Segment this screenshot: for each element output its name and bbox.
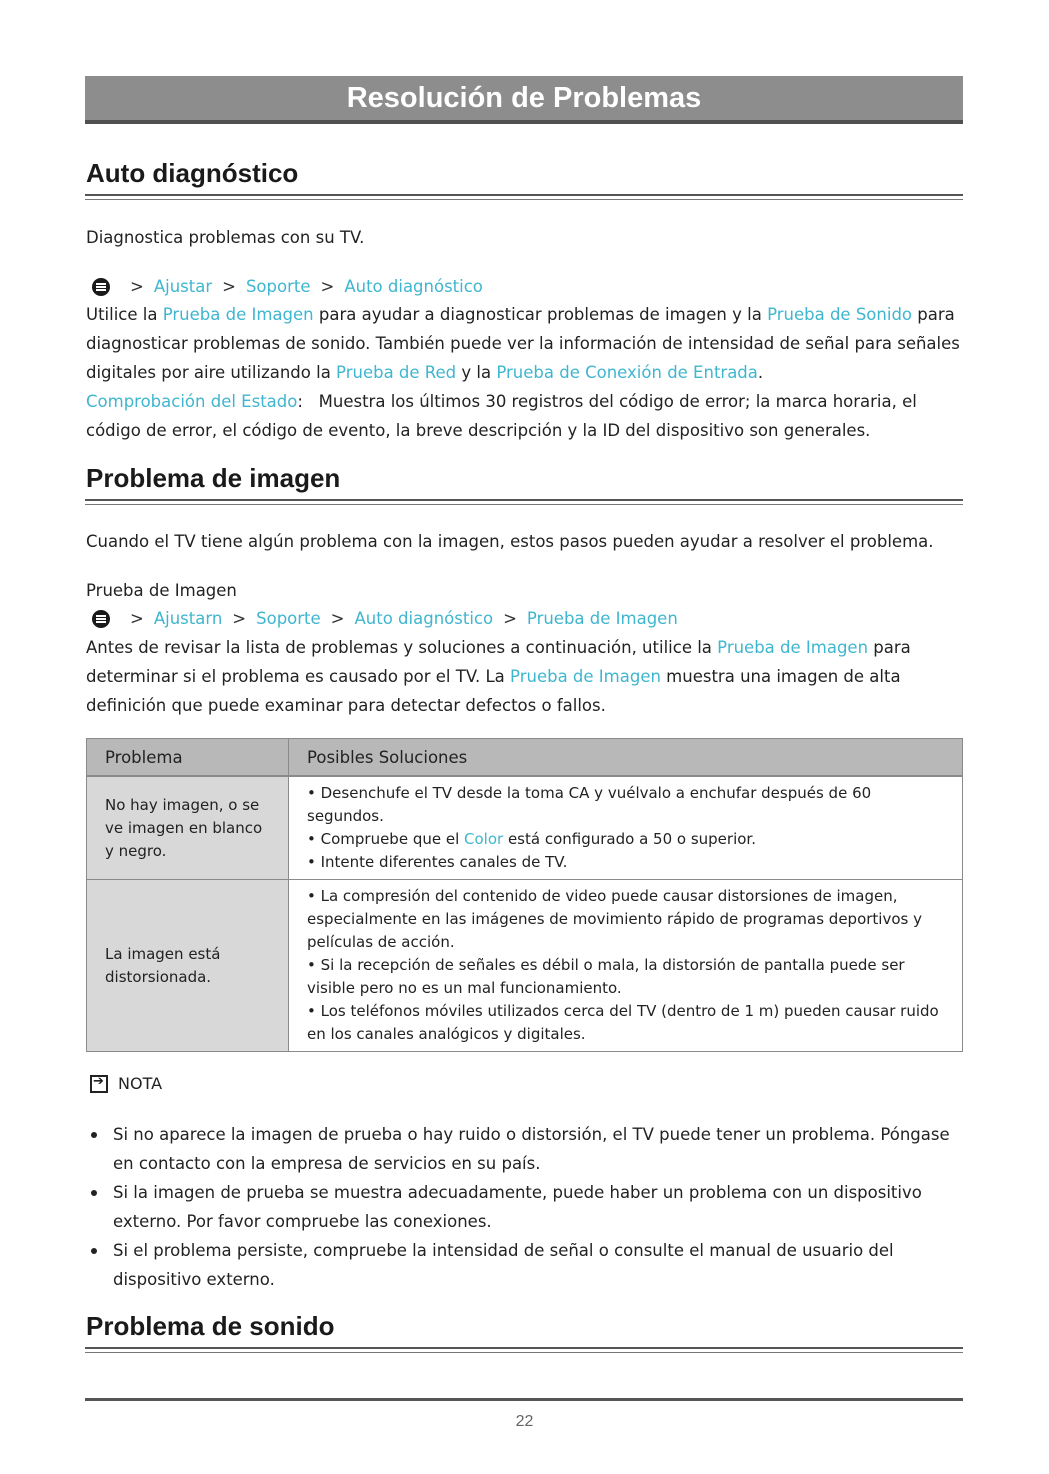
link-prueba-imagen[interactable]: Prueba de Imagen — [510, 667, 661, 686]
page-title: Resolución de Problemas — [85, 76, 963, 124]
menu-path-auto: > Ajustar > Soporte > Auto diagnóstico — [86, 272, 966, 301]
list-item: Si el problema persiste, compruebe la intensidad de señal o consulte el manual de usuario del dispositivo externo. — [86, 1236, 966, 1294]
section-rule — [85, 499, 963, 501]
path-item[interactable]: Ajustar — [153, 277, 213, 296]
section-heading-auto: Auto diagnóstico — [86, 158, 299, 188]
link-comprobacion-estado[interactable]: Comprobación del Estado — [86, 392, 298, 411]
path-item[interactable]: Auto diagnóstico — [354, 609, 494, 628]
imagen-subheading: Prueba de Imagen — [86, 581, 237, 600]
problems-table — [86, 738, 963, 1052]
link-prueba-imagen[interactable]: Prueba de Imagen — [162, 305, 314, 324]
list-item: Si la imagen de prueba se muestra adecuadamente, puede haber un problema con un dispositivo externo. Por favor compruebe las conexiones. — [86, 1178, 966, 1236]
auto-intro: Diagnostica problemas con su TV. — [86, 228, 365, 247]
estado-paragraph: Comprobación del Estado: Muestra los últimos 30 registros del código de error; la marca horaria, el código de error, el código de evento, la breve descripción y la ID del dispositivo son generales. — [86, 392, 917, 440]
auto-paragraph: Utilice la Prueba de Imagen para ayudar a diagnosticar problemas de imagen y la Prueba de Sonido para diagnosticar problemas de sonido. También puede ver la información de intensidad de señal para señales digitales por aire utilizando la Prueba de Red y la Prueba de Conexión de Entrada. — [86, 305, 960, 382]
path-item[interactable]: Soporte — [256, 609, 321, 628]
note-icon — [90, 1075, 108, 1093]
page-number: 22 — [515, 1413, 534, 1430]
link-prueba-conexion[interactable]: Prueba de Conexión de Entrada — [496, 363, 758, 382]
table-row — [87, 880, 963, 1052]
path-item[interactable]: Auto diagnóstico — [344, 277, 483, 296]
problem-cell: La imagen está distorsionada. — [87, 880, 289, 1052]
notes-list — [86, 1120, 966, 1294]
solution-cell: • Desenchufe el TV desde la toma CA y vuélvalo a enchufar después de 60 segundos. • Compruebe que el Color está configurado a 50 o superior. • Intente diferentes canales de TV. — [289, 776, 963, 880]
menu-icon — [92, 278, 110, 296]
footer-rule — [85, 1398, 963, 1401]
list-item: Si no aparece la imagen de prueba o hay ruido o distorsión, el TV puede tener un problema. Póngase en contacto con la empresa de servicios en su país. — [86, 1120, 966, 1178]
section-rule — [85, 199, 963, 200]
path-item[interactable]: Ajustarn — [153, 609, 223, 628]
section-heading-sonido: Problema de sonido — [86, 1311, 335, 1341]
section-rule — [85, 504, 963, 505]
column-header-soluciones: Posibles Soluciones — [289, 739, 963, 777]
link-color[interactable]: Color — [464, 830, 504, 848]
section-heading-imagen: Problema de imagen — [86, 463, 341, 493]
link-prueba-red[interactable]: Prueba de Red — [336, 363, 457, 382]
table-header-row — [87, 739, 963, 777]
solution-cell: • La compresión del contenido de video puede causar distorsiones de imagen, especialmente en las imágenes de movimiento rápido de programas deportivos y películas de acción. • Si la recepción de señales es débil o mala, la distorsión de pantalla puede ser visible pero no es un mal funcionamiento. • Los teléfonos móviles utilizados cerca del TV (dentro de 1 m) pueden causar ruido en los canales analógicos y digitales. — [289, 880, 963, 1052]
problem-cell: No hay imagen, o se ve imagen en blanco y negro. — [87, 776, 289, 880]
path-item[interactable]: Soporte — [245, 277, 311, 296]
section-rule — [85, 194, 963, 196]
note-label: NOTA — [118, 1074, 163, 1093]
path-item[interactable]: Prueba de Imagen — [526, 609, 678, 628]
imagen-intro: Cuando el TV tiene algún problema con la imagen, estos pasos pueden ayudar a resolver el problema. — [86, 532, 934, 551]
note-header — [90, 1074, 162, 1093]
imagen-paragraph: Antes de revisar la lista de problemas y soluciones a continuación, utilice la Prueba de Imagen para determinar si el problema es causado por el TV. La Prueba de Imagen muestra una imagen de alta definición que puede examinar para detectar defectos o fallos. — [86, 638, 911, 715]
section-rule — [85, 1352, 963, 1353]
section-rule — [85, 1347, 963, 1349]
table-row — [87, 776, 963, 880]
column-header-problema: Problema — [87, 739, 289, 777]
link-prueba-sonido[interactable]: Prueba de Sonido — [767, 305, 913, 324]
menu-path-imagen: > Ajustarn > Soporte > Auto diagnóstico > Prueba de Imagen — [86, 604, 966, 633]
menu-icon — [92, 610, 110, 628]
link-prueba-imagen[interactable]: Prueba de Imagen — [717, 638, 869, 657]
